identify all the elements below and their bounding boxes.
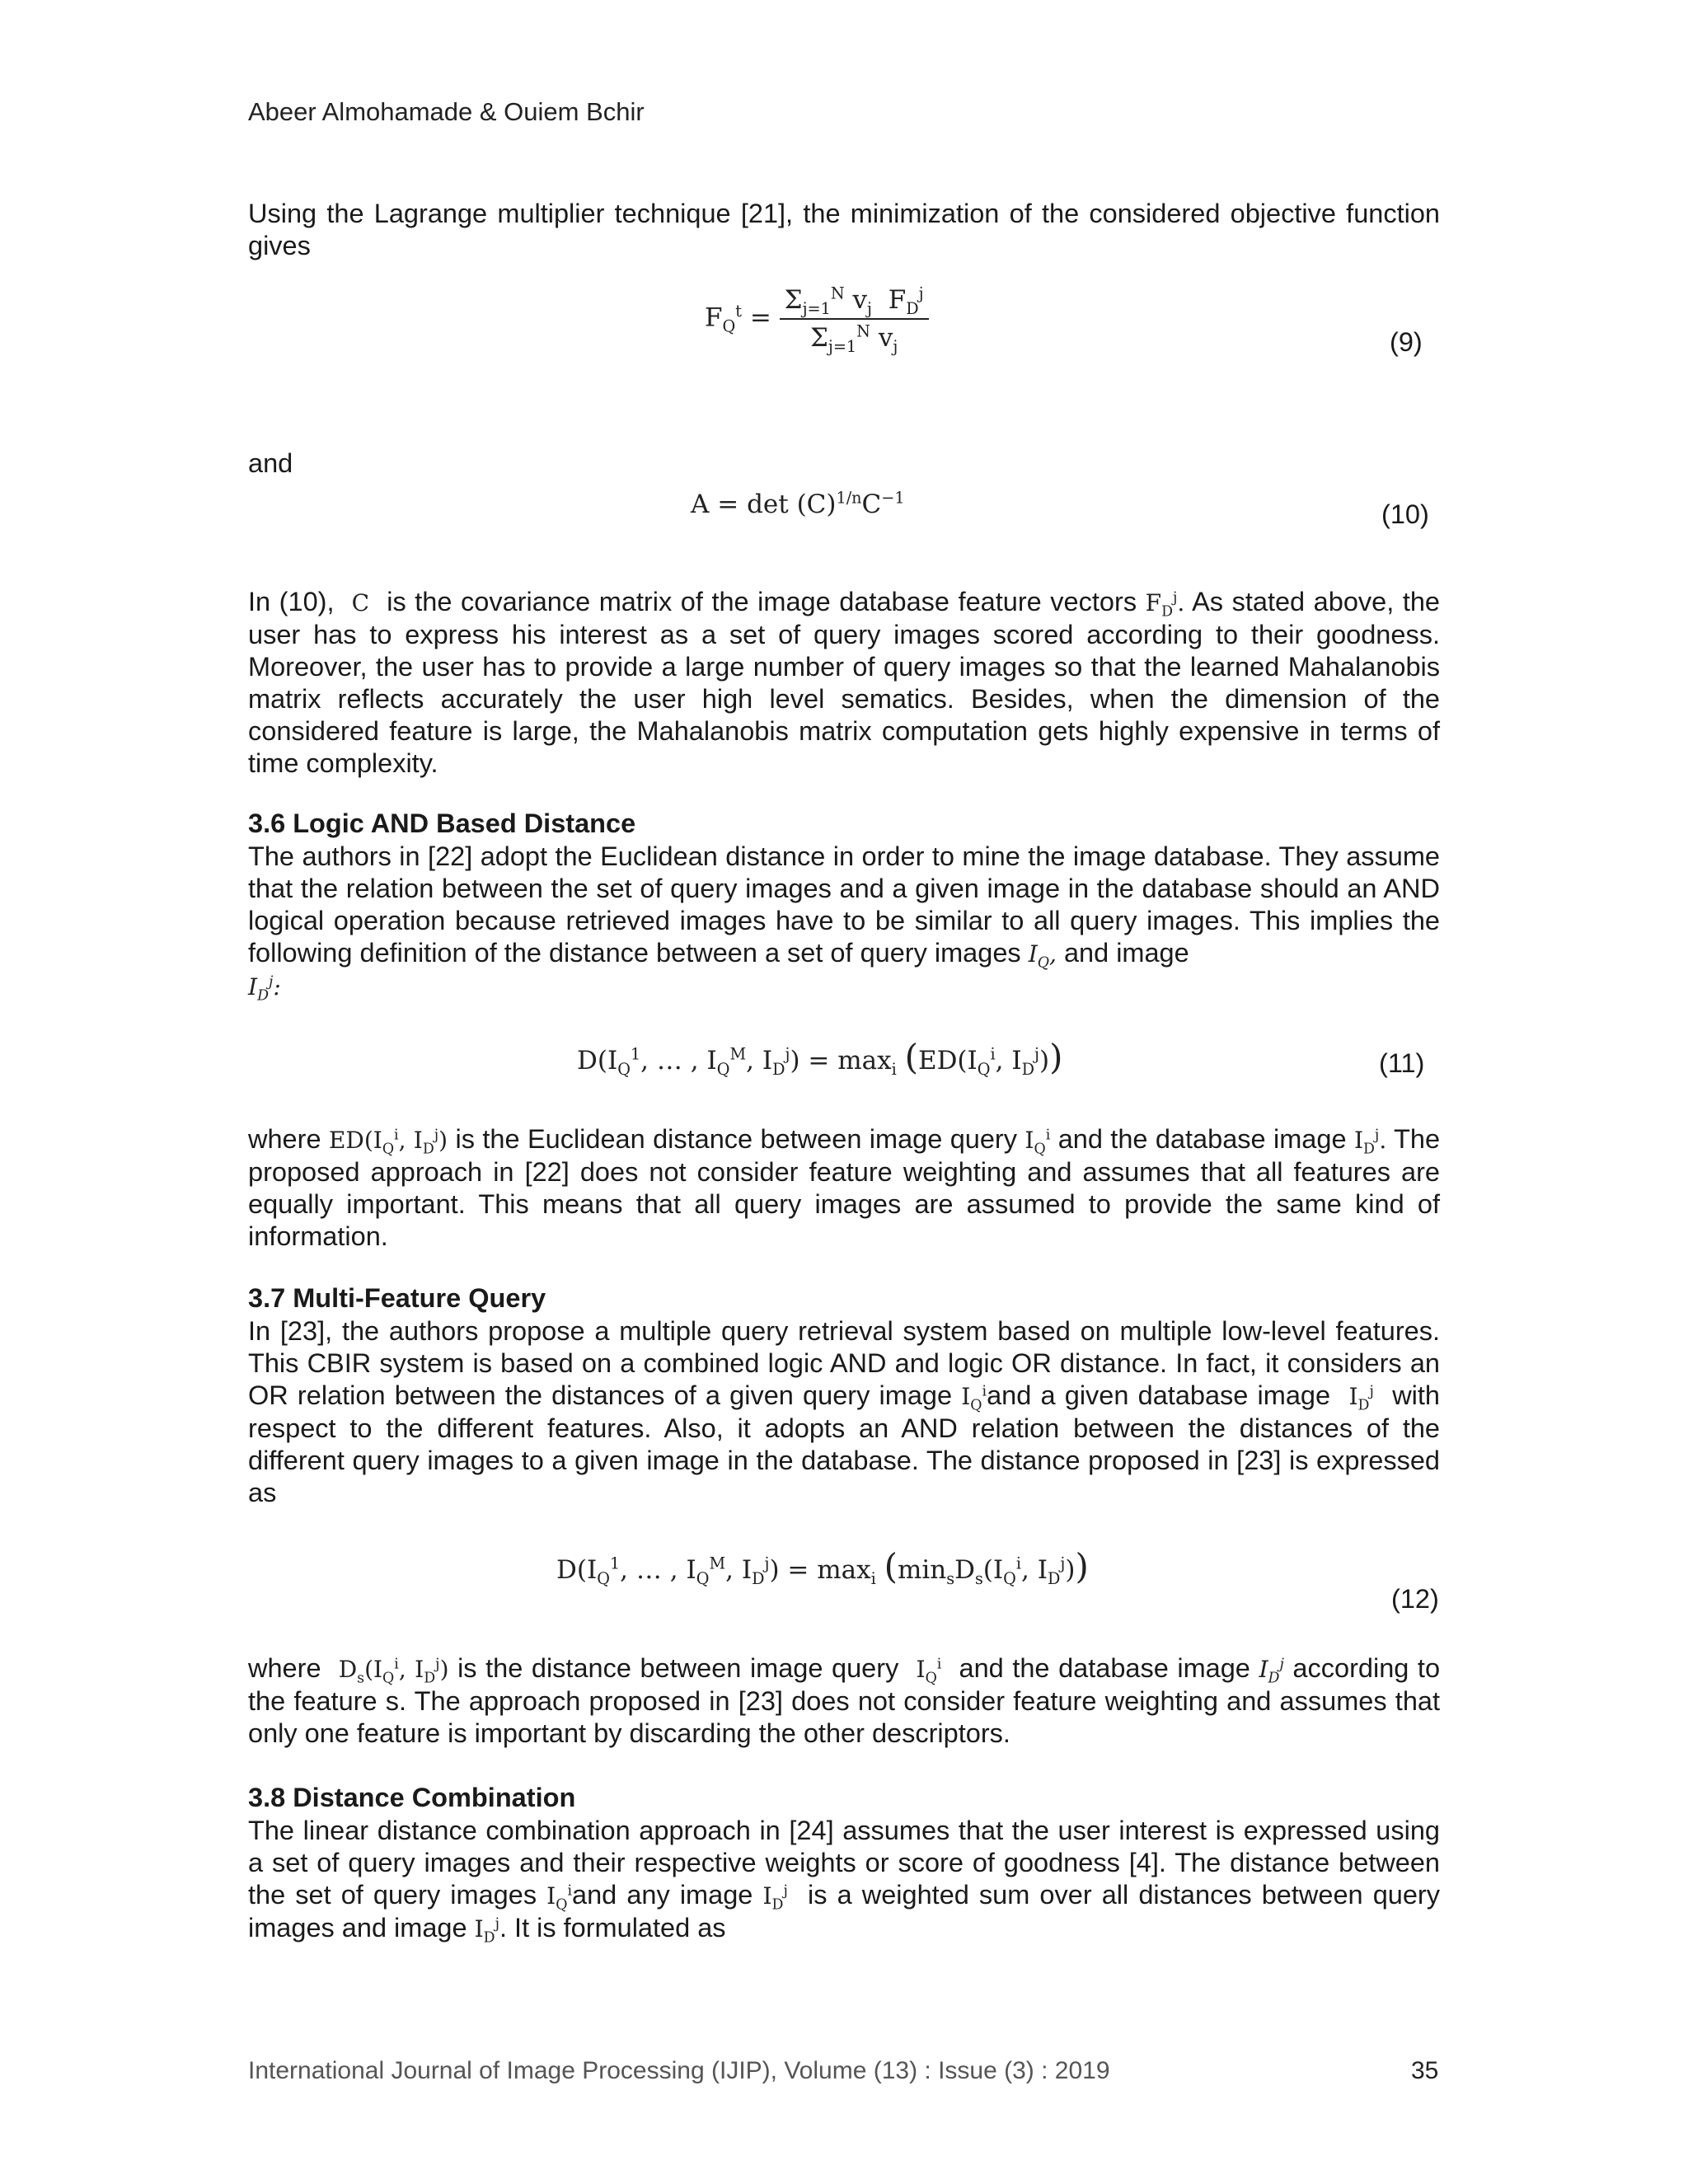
symbol-ed: $ED(I_Q^i$, $I_D^j$) [328, 1127, 448, 1158]
paragraph-distance-combination-d: . It is formulated as [499, 1913, 726, 1943]
paragraph-euclidean-d: The proposed approach in [22] does not consider feature weighting and assumes that all features are equally important. This means that all query images are assumed to provide the same kind of information. [248, 1124, 1441, 1251]
symbol-i-d-j: $I_D^j$: [248, 973, 281, 1005]
equation-10-number: (10) [1381, 499, 1429, 529]
paragraph-multi-feature [248, 1315, 1440, 1509]
symbol-f-d-j: $F_D^j$. [1145, 589, 1185, 621]
symbol-i-d-j: $I_D^j$ [474, 1915, 499, 1947]
symbol-i-d-j: $I_D^j$ [1348, 1383, 1374, 1414]
symbol-i-q: $I_Q$, [1028, 940, 1057, 972]
paragraph-euclidean [248, 1123, 1440, 1253]
symbol-i-d-j: $I_D^j$ [762, 1882, 788, 1914]
paragraph-covariance-rest: As stated above, the user has to express his interest as a set of query images scored according to their goodness. Moreover, the user has to provide a large number of query images so that the learned Mahalanobis matrix reflects accurately the user high level sematics. Besides, when the dimension of the considered feature is large, the Mahalanobis matrix computation gets highly expensive in terms of time complexity. [248, 587, 1441, 778]
symbol-i-q-i: $I_Q^i$ [961, 1383, 987, 1414]
symbol-i-d-j: $I_D^j$. [1353, 1127, 1387, 1158]
equation-10: $A = \det (C)^{1/n}C^{-1}$ [691, 488, 905, 519]
section-heading-3-7: 3.7 Multi-Feature Query [248, 1283, 546, 1313]
page-number: 35 [1411, 2057, 1439, 2084]
paragraph-euclidean-b: is the Euclidean distance between image query [455, 1124, 1018, 1154]
paragraph-distance-combination [248, 1815, 1440, 1945]
symbol-d-s: $D_s(I_Q^i$, $I_D^j$) [338, 1656, 449, 1687]
paragraph-feature-distance-b: is the distance between image query [457, 1653, 899, 1683]
paragraph-distance-combination-a: The linear distance combination approach in [24] assumes that the user interest is expressed using a set of query images and their respective weights or score of goodness [4]. The distance between the set of query images [248, 1816, 1440, 1910]
paragraph-multi-feature-c: with respect to the different features. Also, it adopts an AND relation between the distances of the different query images to a given image in the database. The distance proposed in [23] is expressed as [248, 1380, 1440, 1507]
equation-11: $D(I_Q^1$, … , $I_Q^M$, $I_D^j) = \max_i (ED(I_Q^i$, $I_D^j$)) [577, 1037, 1063, 1080]
paragraph-logic-and [248, 841, 1440, 1003]
paragraph-euclidean-lead: where [248, 1124, 321, 1154]
paragraph-covariance [248, 586, 1440, 780]
symbol-c: C [351, 589, 370, 616]
paragraph-covariance-mid: is the covariance matrix of the image database feature vectors [387, 587, 1137, 616]
paragraph-feature-distance-c: and the database image [959, 1653, 1250, 1683]
paragraph-distance-combination-b: and any image [572, 1880, 753, 1910]
paragraph-euclidean-c: and the database image [1057, 1124, 1347, 1154]
paragraph-lagrange: Using the Lagrange multiplier technique [21], the minimization of the considered objective function gives [248, 199, 1440, 260]
equation-12-number: (12) [1391, 1584, 1439, 1614]
and-word: and [248, 448, 293, 478]
section-heading-3-6: 3.6 Logic AND Based Distance [248, 808, 636, 838]
paragraph-covariance-lead: In (10), [248, 587, 335, 616]
symbol-i-q-i: $I_Q^i$ [546, 1882, 573, 1914]
paragraph-logic-and-tail: and image [1063, 938, 1189, 968]
paragraph-feature-distance-d: according to the feature s. The approach proposed in [23] does not consider feature weighting and assumes that only one feature is important by discarding the other descriptors. [248, 1653, 1441, 1748]
equation-11-number: (11) [1379, 1048, 1425, 1078]
equation-9-number: (9) [1390, 327, 1423, 357]
running-header: Abeer Almohamade & Ouiem Bchir [248, 97, 645, 126]
paragraph-feature-distance-a: where [248, 1653, 321, 1683]
paragraph-multi-feature-b: and a given database image [987, 1380, 1331, 1410]
symbol-i-q-i: $I_Q^i$ [916, 1656, 942, 1687]
equation-9: $F_Q^t$ = $\frac{\Sigma_{j=1}^N v_j F_D^j}{\Sigma_{j=1}^N v_j}$ [705, 285, 929, 353]
section-heading-3-8: 3.8 Distance Combination [248, 1783, 576, 1812]
paragraph-feature-distance [248, 1652, 1440, 1750]
symbol-i-q-i: $I_Q^i$ [1025, 1127, 1051, 1158]
paragraph-distance-combination-c: is a weighted sum over all distances between query images and image [248, 1880, 1440, 1943]
paragraph-logic-and-text: The authors in [22] adopt the Euclidean distance in order to mine the image database. They assume that the relation between the set of query images and a given image in the database should an AND logical operation because retrieved images have to be similar to all query images. This implies the following definition of the distance between a set of query images [248, 841, 1440, 968]
paragraph-multi-feature-a: In [23], the authors propose a multiple query retrieval system based on multiple low-level features. This CBIR system is based on a combined logic AND and logic OR distance. In fact, it considers an OR relation between the distances of a given query image [248, 1316, 1440, 1410]
journal-footer: International Journal of Image Processing (IJIP), Volume (13) : Issue (3) : 2019 [248, 2057, 1110, 2084]
symbol-i-d-j: $I_D^j$ [1259, 1656, 1284, 1687]
equation-12: $D(I_Q^1$, … , $I_Q^M$, $I_D^j) = \max_i (\min_sD_s(I_Q^i$, $I_D^j$)) [556, 1546, 1089, 1589]
